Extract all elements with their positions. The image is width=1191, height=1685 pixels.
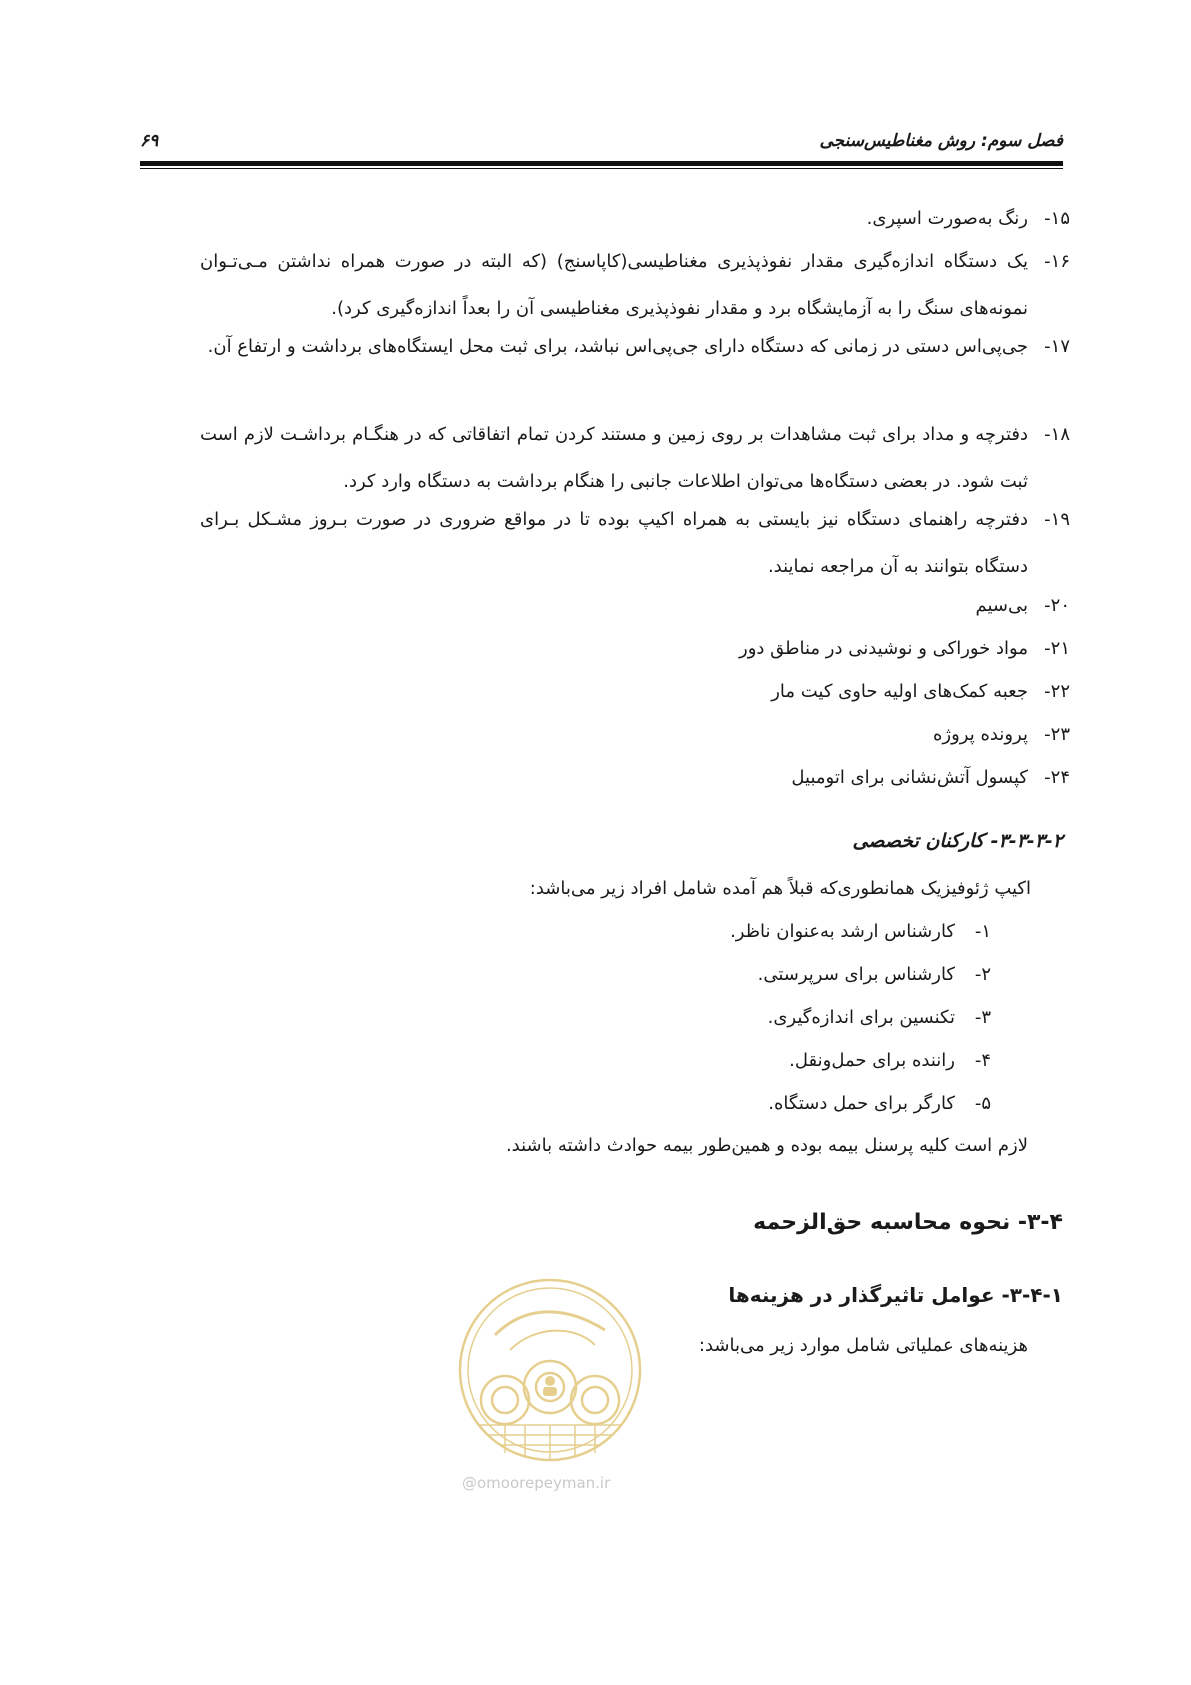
list-item-text: رنگ به‌صورت اسپری. (866, 208, 1028, 229)
staff-item-text: راننده برای حمل‌ونقل. (789, 1050, 955, 1071)
paragraph: لازم است کلیه پرسنل بیمه بوده و همین‌طور بیمه حوادث داشته باشند. (505, 1135, 1028, 1156)
staff-item-text: تکنسین برای اندازه‌گیری. (767, 1007, 955, 1028)
list-item-text: جعبه کمک‌های اولیه حاوی کیت مار (771, 681, 1028, 702)
staff-item-number: ۴- (974, 1050, 991, 1071)
staff-item (789, 1050, 991, 1071)
staff-item-text: کارشناس ارشد به‌عنوان ناظر. (730, 921, 955, 942)
list-item-text: بی‌سیم (975, 595, 1028, 616)
list-item (200, 496, 1070, 590)
section-heading: ۳-۴- نحوه محاسبه حق‌الزحمه (753, 1210, 1063, 1235)
list-item-text: یک دستگاه اندازه‌گیری مقدار نفوذپذیری مغناطیسی(کاپاسنج) (که البته در صورت همراه نداشتن مـی‌تـوان نمونه‌های سنگ را به آزمایشگاه برد و مقدار نفوذپذیری مغناطیسی آن را بعداً اندازه‌گیری کرد). (200, 251, 1028, 319)
list-item-text: مواد خوراکی و نوشیدنی در مناطق دور (739, 638, 1028, 659)
list-item (739, 625, 1070, 672)
staff-item-number: ۲- (974, 964, 991, 985)
list-item-number: ۱۷- (1044, 336, 1070, 357)
staff-item-number: ۳- (974, 1007, 991, 1028)
list-item-number: ۱۵- (1044, 208, 1070, 229)
staff-item-number: ۱- (974, 921, 991, 942)
list-item-number: ۲۰- (1044, 595, 1070, 616)
list-item (866, 195, 1070, 242)
page-number: ۶۹ (140, 131, 159, 151)
list-item (771, 668, 1070, 715)
list-item (200, 323, 1070, 370)
list-item (200, 411, 1070, 505)
list-item-number: ۲۳- (1044, 724, 1070, 745)
list-item-number: ۲۱- (1044, 638, 1070, 659)
paragraph: اکیپ ژئوفیزیک همانطوری‌که قبلاً هم آمده شامل افراد زیر می‌باشد: (529, 878, 1031, 899)
list-item-text: دفترچه راهنمای دستگاه نیز بایستی به همراه اکیپ بوده تا در مواقع ضروری در صورت بـروز مشـکل بـرای دستگاه بتوانند به آن مراجعه نمایند. (200, 509, 1028, 577)
staff-item-number: ۵- (974, 1093, 991, 1114)
watermark-site: @omoorepeyman.ir (462, 1474, 611, 1492)
list-item-text: پرونده پروژه (932, 724, 1028, 745)
section-heading: ۳-۳-۳-۲- کارکنان تخصصی (852, 830, 1063, 852)
list-item (932, 711, 1070, 758)
staff-item-text: کارگر برای حمل دستگاه. (768, 1093, 955, 1114)
staff-item (730, 921, 991, 942)
staff-item (768, 1007, 991, 1028)
list-item-text: کپسول آتش‌نشانی برای اتومبیل (791, 767, 1028, 788)
subsection-heading: ۳-۴-۱- عوامل تاثیرگذار در هزینه‌ها (728, 1283, 1063, 1307)
list-item-number: ۱۹- (1044, 509, 1070, 530)
list-item-number: ۲۴- (1044, 767, 1070, 788)
staff-item-text: کارشناس برای سرپرستی. (757, 964, 955, 985)
list-item (200, 238, 1070, 332)
list-item-number: ۱۸- (1044, 424, 1070, 445)
list-item-number: ۲۲- (1044, 681, 1070, 702)
header-rule (140, 161, 1063, 166)
staff-item (768, 1093, 991, 1114)
chapter-title: فصل سوم: روش مغناطیس‌سنجی (819, 131, 1063, 151)
list-item (975, 582, 1070, 629)
watermark-seal-icon (455, 1275, 645, 1465)
list-item-text: دفترچه و مداد برای ثبت مشاهدات بر روی زمین و مستند کردن تمام اتفاقاتی که در هنگـام برداشـت لازم است ثبت شود. در بعضی دستگاه‌ها می‌توان اطلاعات جانبی را هنگام برداشت به دستگاه وارد کرد. (200, 424, 1028, 492)
list-item (791, 754, 1070, 801)
list-item-number: ۱۶- (1044, 251, 1070, 272)
staff-item (758, 964, 991, 985)
list-item-text: جی‌پی‌اس دستی در زمانی که دستگاه دارای جی‌پی‌اس نباشد، برای ثبت محل ایستگاه‌های برداشت و ارتفاع آن. (207, 336, 1028, 357)
paragraph: هزینه‌های عملیاتی شامل موارد زیر می‌باشد: (698, 1335, 1028, 1356)
